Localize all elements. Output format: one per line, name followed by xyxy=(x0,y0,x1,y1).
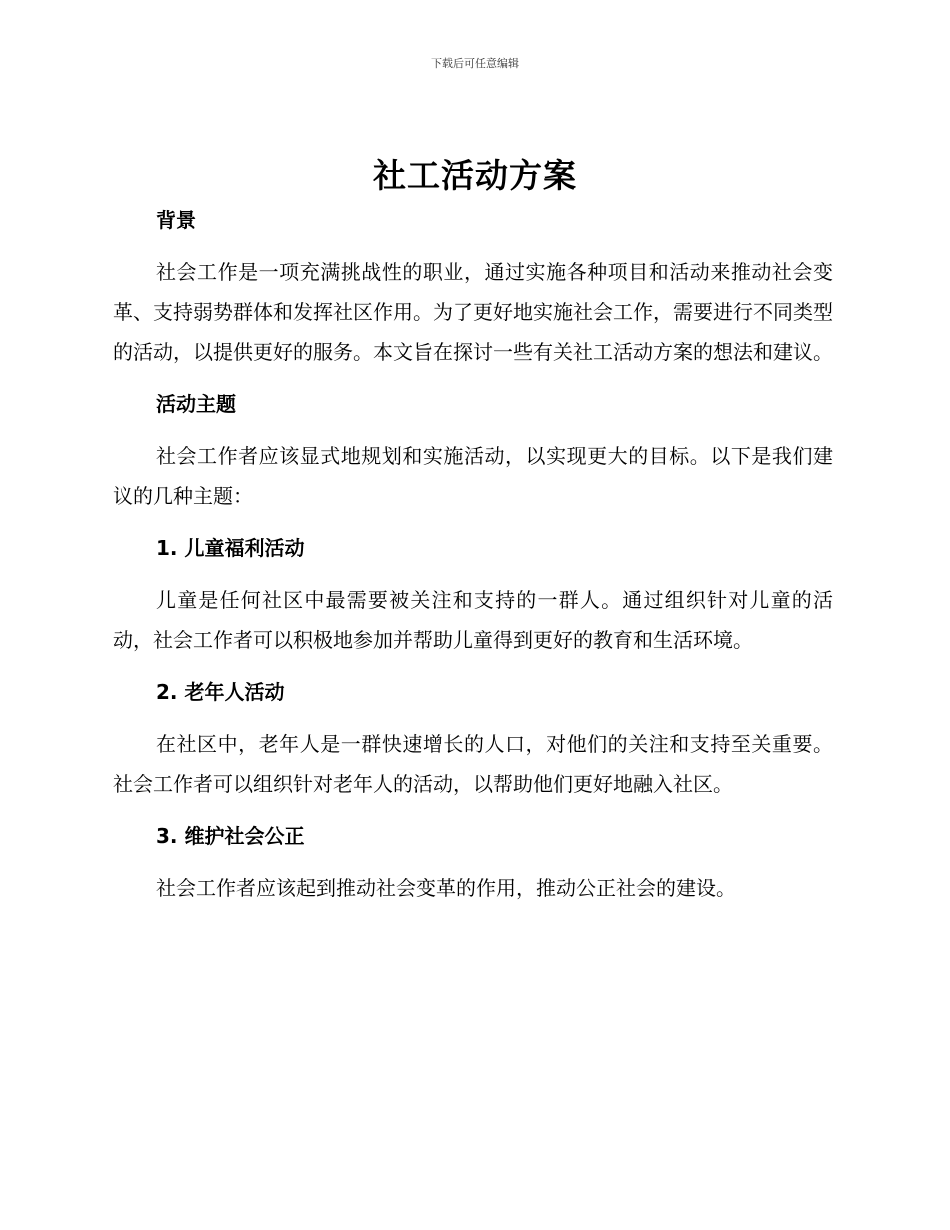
section-heading-background: 背景 xyxy=(156,208,196,232)
section-heading-elderly: 2. 老年人活动 xyxy=(156,680,285,704)
spacer xyxy=(113,516,833,528)
page-header-note: 下载后可任意编辑 xyxy=(431,57,519,70)
section-paragraph-elderly: 在社区中，老年人是一群快速增长的人口，对他们的关注和支持至关重要。社会工作者可以组织针对老年人的活动，以帮助他们更好地融入社区。 xyxy=(113,732,833,796)
spacer xyxy=(113,712,833,724)
spacer xyxy=(113,804,833,816)
section-paragraph-background: 社会工作是一项充满挑战性的职业，通过实施各种项目和活动来推动社会变革、支持弱势群体和发挥社区作用。为了更好地实施社会工作，需要进行不同类型的活动，以提供更好的服务。本文旨在探讨一些有关社工活动方案的想法和建议。 xyxy=(113,260,833,364)
section-paragraph-justice: 社会工作者应该起到推动社会变革的作用，推动公正社会的建设。 xyxy=(156,876,736,900)
section-paragraph-children: 儿童是任何社区中最需要被关注和支持的一群人。通过组织针对儿童的活动，社会工作者可以积极地参加并帮助儿童得到更好的教育和生活环境。 xyxy=(113,588,833,652)
spacer xyxy=(113,424,833,436)
document-body xyxy=(113,200,833,908)
spacer xyxy=(113,240,833,252)
section-heading-children: 1. 儿童福利活动 xyxy=(156,536,305,560)
section-heading-justice: 3. 维护社会公正 xyxy=(156,824,305,848)
spacer xyxy=(113,660,833,672)
section-heading-themes: 活动主题 xyxy=(156,392,236,416)
spacer xyxy=(113,856,833,868)
document-title: 社工活动方案 xyxy=(373,156,577,195)
spacer xyxy=(113,372,833,384)
section-paragraph-themes: 社会工作者应该显式地规划和实施活动，以实现更大的目标。以下是我们建议的几种主题： xyxy=(113,444,833,508)
spacer xyxy=(113,568,833,580)
